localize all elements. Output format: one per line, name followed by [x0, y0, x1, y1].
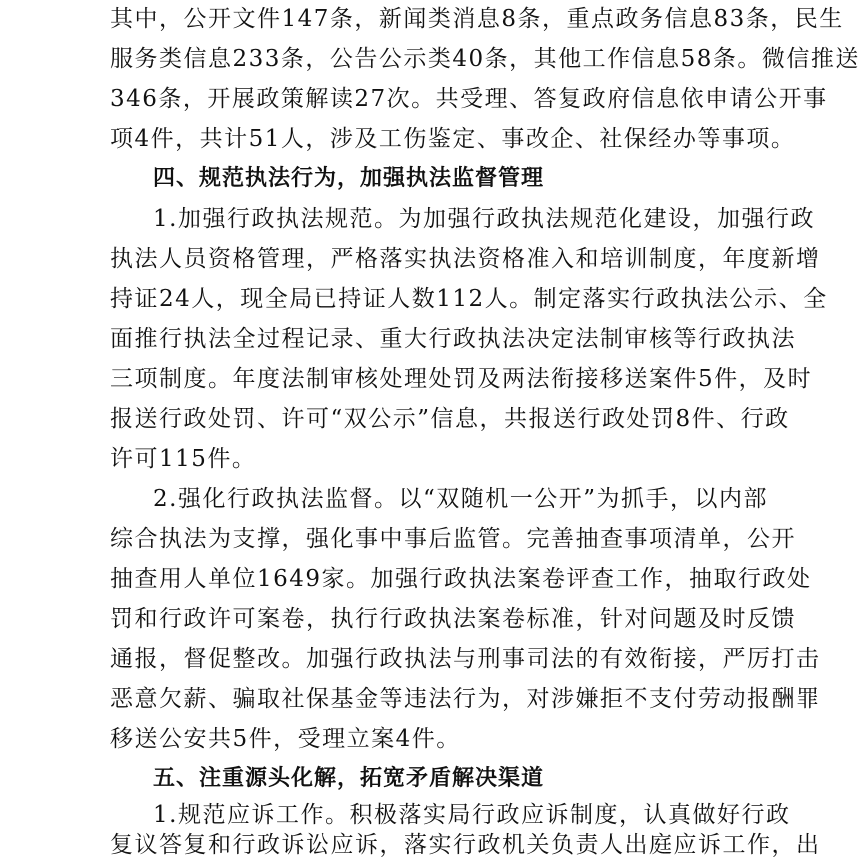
section-heading-4: 四、规范执法行为，加强执法监督管理 [153, 166, 545, 191]
paragraph-line-13: 综合执法为支撑，强化事中事后监管。完善抽查事项清单，公开 [110, 526, 796, 552]
paragraph-line-7: 持证24人，现全局已持证人数112人。制定落实行政执法公示、全 [110, 286, 828, 312]
paragraph-line-8: 面推行执法全过程记录、重大行政执法决定法制审核等行政执法 [110, 326, 796, 352]
paragraph-line-11: 许可115件。 [110, 446, 257, 472]
paragraph-line-4: 项4件，共计51人，涉及工伤鉴定、事改企、社保经办等事项。 [110, 126, 796, 152]
section-heading-5: 五、注重源头化解，拓宽矛盾解决渠道 [153, 766, 545, 791]
paragraph-line-3: 346条，开展政策解读27次。共受理、答复政府信息依申请公开事 [110, 86, 828, 112]
paragraph-line-5: 1.加强行政执法规范。为加强行政执法规范化建设，加强行政 [153, 206, 815, 232]
paragraph-line-20: 复议答复和行政诉讼应诉，落实行政机关负责人出庭应诉工作，出 [110, 832, 821, 858]
paragraph-line-14: 抽查用人单位1649家。加强行政执法案卷评查工作，抽取行政处 [110, 566, 812, 592]
paragraph-line-1: 其中，公开文件147条，新闻类消息8条，重点政务信息83条，民生 [110, 6, 844, 32]
paragraph-line-15: 罚和行政许可案卷，执行行政执法案卷标准，针对问题及时反馈 [110, 606, 796, 632]
paragraph-line-2: 服务类信息233条，公告公示类40条，其他工作信息58条。微信推送 [110, 46, 860, 72]
paragraph-line-19: 1.规范应诉工作。积极落实局行政应诉制度，认真做好行政 [153, 802, 791, 828]
paragraph-line-18: 移送公安共5件，受理立案4件。 [110, 726, 461, 752]
paragraph-line-9: 三项制度。年度法制审核处理处罚及两法衔接移送案件5件，及时 [110, 366, 813, 392]
paragraph-line-6: 执法人员资格管理，严格落实执法资格准入和培训制度，年度新增 [110, 246, 821, 272]
paragraph-line-17: 恶意欠薪、骗取社保基金等违法行为，对涉嫌拒不支付劳动报酬罪 [110, 686, 821, 712]
paragraph-line-16: 通报，督促整改。加强行政执法与刑事司法的有效衔接，严厉打击 [110, 646, 821, 672]
paragraph-line-12: 2.强化行政执法监督。以“双随机一公开”为抓手，以内部 [153, 486, 768, 512]
paragraph-line-10: 报送行政处罚、许可“双公示”信息，共报送行政处罚8件、行政 [110, 406, 790, 432]
